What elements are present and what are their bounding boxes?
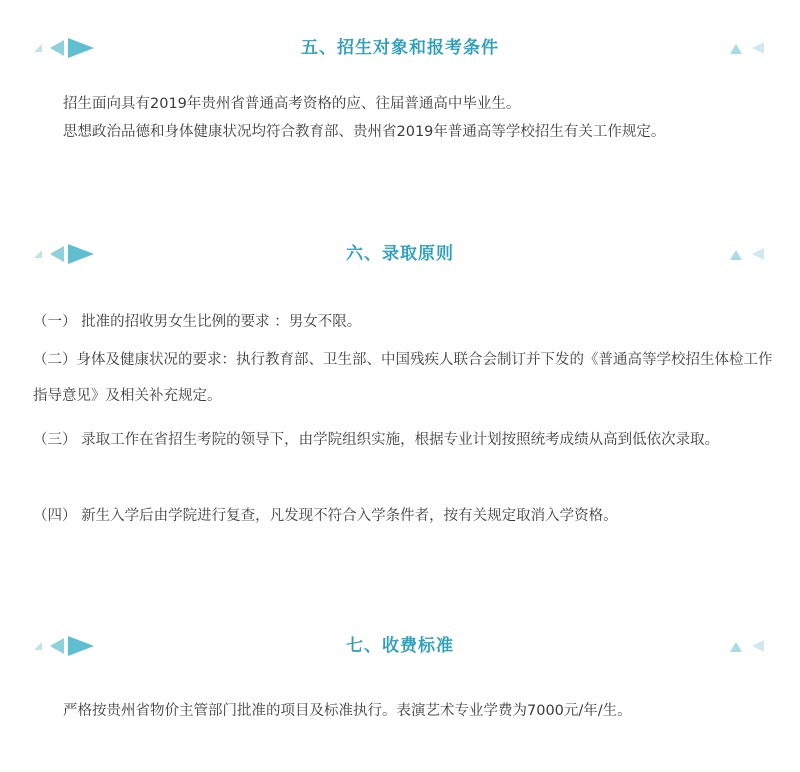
paragraph: 思想政治品德和身体健康状况均符合教育部、贵州省2019年普通高等学校招生有关工作规定。 — [63, 124, 666, 140]
paragraph: （二）身体及健康状况的要求：执行教育部、卫生部、中国残疾人联合会制订并下发的《普通高等学校招生体检工作指导意见》及相关补充规定。 — [33, 352, 773, 404]
paragraph: 严格按贵州省物价主管部门批准的项目及标准执行。表演艺术专业学费为7000元/年/生。 — [63, 703, 632, 719]
section-title: 七、收费标准 — [346, 636, 454, 656]
paragraph: （一） 批准的招收男女生比例的要求 ：男女不限。 — [33, 314, 362, 330]
paragraph: （四） 新生入学后由学院进行复查，凡发现不符合入学条件者，按有关规定取消入学资格。 — [33, 508, 618, 524]
section-header-6 — [0, 234, 800, 274]
section-header-7 — [0, 626, 800, 666]
section-title: 五、招生对象和报考条件 — [301, 38, 499, 58]
section-header-5 — [0, 28, 800, 68]
triangle-ornament-right-icon — [728, 638, 768, 654]
paragraph: 招生面向具有2019年贵州省普通高考资格的应、往届普通高中毕业生。 — [63, 96, 521, 112]
section-title: 六、录取原则 — [346, 244, 454, 264]
triangle-ornament-right-icon — [728, 40, 768, 56]
paragraph: （三） 录取工作在省招生考院的领导下，由学院组织实施，根据专业计划按照统考成绩从高到低依次录取。 — [33, 432, 720, 448]
triangle-ornament-right-icon — [728, 246, 768, 262]
